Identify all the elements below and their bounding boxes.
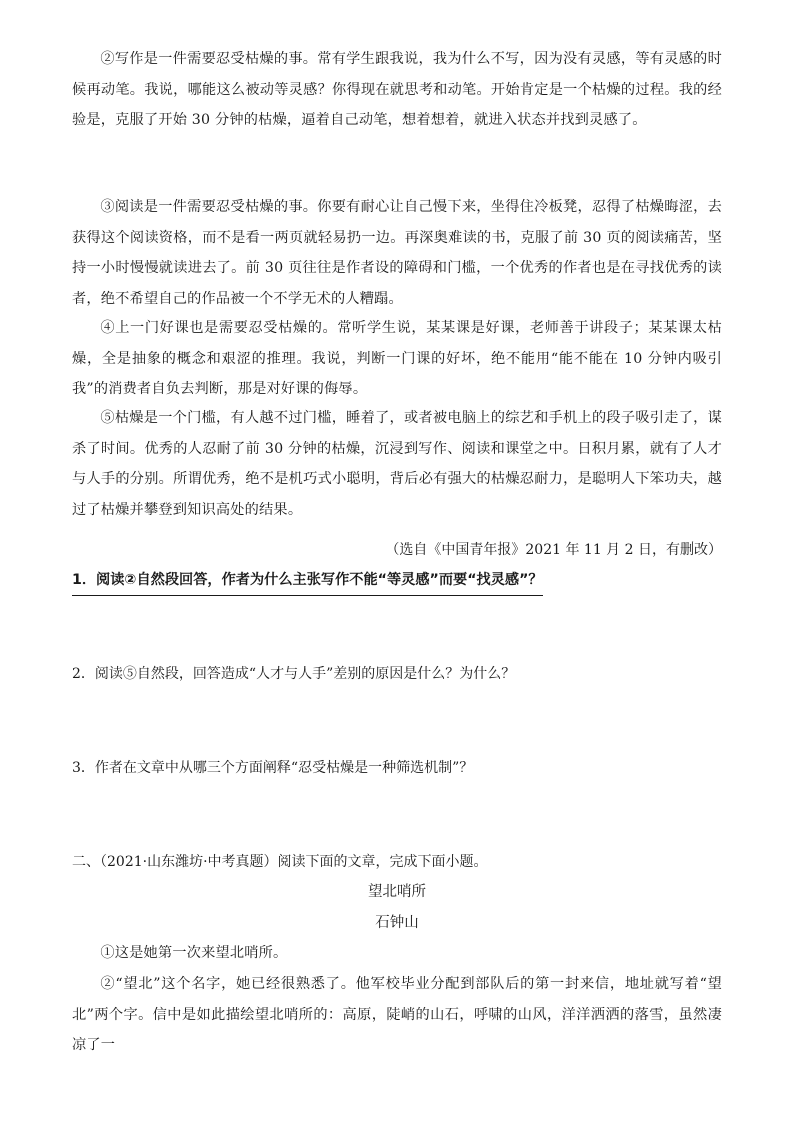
question-1: 1．阅读②自然段回答，作者为什么主张写作不能“等灵感”而要“找灵感”？ (72, 565, 543, 596)
article-author: 石钟山 (375, 915, 419, 931)
paragraph-2: ②写作是一件需要忍受枯燥的事。常有学生跟我说，我为什么不写，因为没有灵感，等有灵感的时候再动笔。我说，哪能这么被动等灵感？你得现在就思考和动笔。开始肯定是一个枯燥的过程。我的经验是，克服了开始 30 分钟的枯燥，逼着自己动笔，想着想着，就进入状态并找到灵感了。 (72, 51, 722, 128)
paragraph-5: ⑤枯燥是一个门槛，有人越不过门槛，睡着了，或者被电脑上的综艺和手机上的段子吸引走了，谋杀了时间。优秀的人忍耐了前 30 分钟的枯燥，沉浸到写作、阅读和课堂之中。日积月累，就有了人才与人手的分别。所谓优秀，绝不是机巧式小聪明，背后必有强大的枯燥忍耐力，是聪明人下笨功夫，越过了枯燥并攀登到知识高处的结果。 (72, 410, 722, 518)
section-2-heading: 二、（2021·山东潍坊·中考真题）阅读下面的文章，完成下面小题。 (72, 854, 488, 870)
paragraph-3: ③阅读是一件需要忍受枯燥的事。你要有耐心让自己慢下来，坐得住冷板凳，忍得了枯燥晦涩，去获得这个阅读资格，而不是看一两页就轻易扔一边。再深奥难读的书，克服了前 30 页的阅读痛苦，坚持一小时慢慢就读进去了。前 30 页往往是作者设的障碍和门槛，一个优秀的作者也是在寻找优秀的读者，绝不希望自己的作品被一个不学无术的人糟蹋。 (72, 199, 722, 307)
question-2: 2．阅读⑤自然段，回答造成“人才与人手”差别的原因是什么？为什么？ (72, 666, 516, 682)
article-title: 望北哨所 (368, 884, 426, 900)
article-paragraph-2: ②“望北”这个名字，她已经很熟悉了。他军校毕业分配到部队后的第一封来信，地址就写着“望北”两个字。信中是如此描绘望北哨所的：高原，陡峭的山石，呼啸的山风，洋洋洒洒的落雪，虽然凄凉了一 (72, 976, 722, 1053)
article-paragraph-1: ①这是她第一次来望北哨所。 (100, 945, 288, 961)
paragraph-4: ④上一门好课也是需要忍受枯燥的。常听学生说，某某课是好课，老师善于讲段子；某某课太枯燥，全是抽象的概念和艰涩的推理。我说，判断一门课的好坏，绝不能用“能不能在 10 分钟内吸引我”的消费者自负去判断，那是对好课的侮辱。 (72, 320, 722, 397)
question-3: 3．作者在文章中从哪三个方面阐释“忍受枯燥是一种筛选机制”？ (72, 760, 474, 776)
source-citation: （选自《中国青年报》2021 年 11 月 2 日，有删改） (385, 542, 722, 558)
